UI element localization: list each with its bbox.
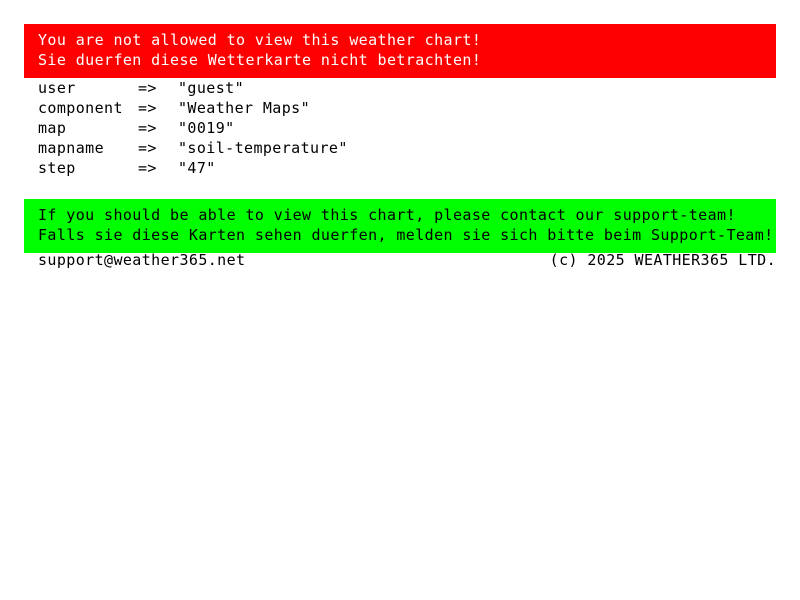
parameter-key: mapname xyxy=(38,139,105,157)
parameter-value: "0019" xyxy=(178,119,235,137)
parameter-key: step xyxy=(38,159,76,177)
table-row xyxy=(38,138,348,158)
parameter-value: "Weather Maps" xyxy=(178,99,311,117)
error-banner-line-de: Sie duerfen diese Wetterkarte nicht betrachten! xyxy=(38,51,482,69)
info-banner-line-en: If you should be able to view this chart, please contact our support-team! xyxy=(38,206,736,224)
parameter-key: map xyxy=(38,119,67,137)
parameter-arrow: => xyxy=(138,79,157,97)
parameter-key: component xyxy=(38,99,123,117)
parameter-value: "47" xyxy=(178,159,216,177)
parameter-value: "soil-temperature" xyxy=(178,139,348,157)
support-email-anchor[interactable]: support@weather365.net xyxy=(38,251,246,269)
error-banner xyxy=(24,24,776,78)
error-banner-line-en: You are not allowed to view this weather chart! xyxy=(38,31,482,49)
parameter-key: user xyxy=(38,79,76,97)
info-banner-line-de: Falls sie diese Karten sehen duerfen, melden sie sich bitte beim Support-Team! xyxy=(38,226,774,244)
support-email-link[interactable] xyxy=(38,250,245,270)
parameter-table xyxy=(38,78,348,178)
table-row xyxy=(38,118,348,138)
table-row xyxy=(38,78,348,98)
table-row xyxy=(38,98,348,118)
info-banner xyxy=(24,199,776,253)
parameter-arrow: => xyxy=(138,99,157,117)
parameter-arrow: => xyxy=(138,139,157,157)
footer xyxy=(38,250,776,270)
parameter-arrow: => xyxy=(138,159,157,177)
parameter-value: "guest" xyxy=(178,79,245,97)
copyright-text: (c) 2025 WEATHER365 LTD. xyxy=(549,251,776,269)
parameter-arrow: => xyxy=(138,119,157,137)
table-row xyxy=(38,158,348,178)
